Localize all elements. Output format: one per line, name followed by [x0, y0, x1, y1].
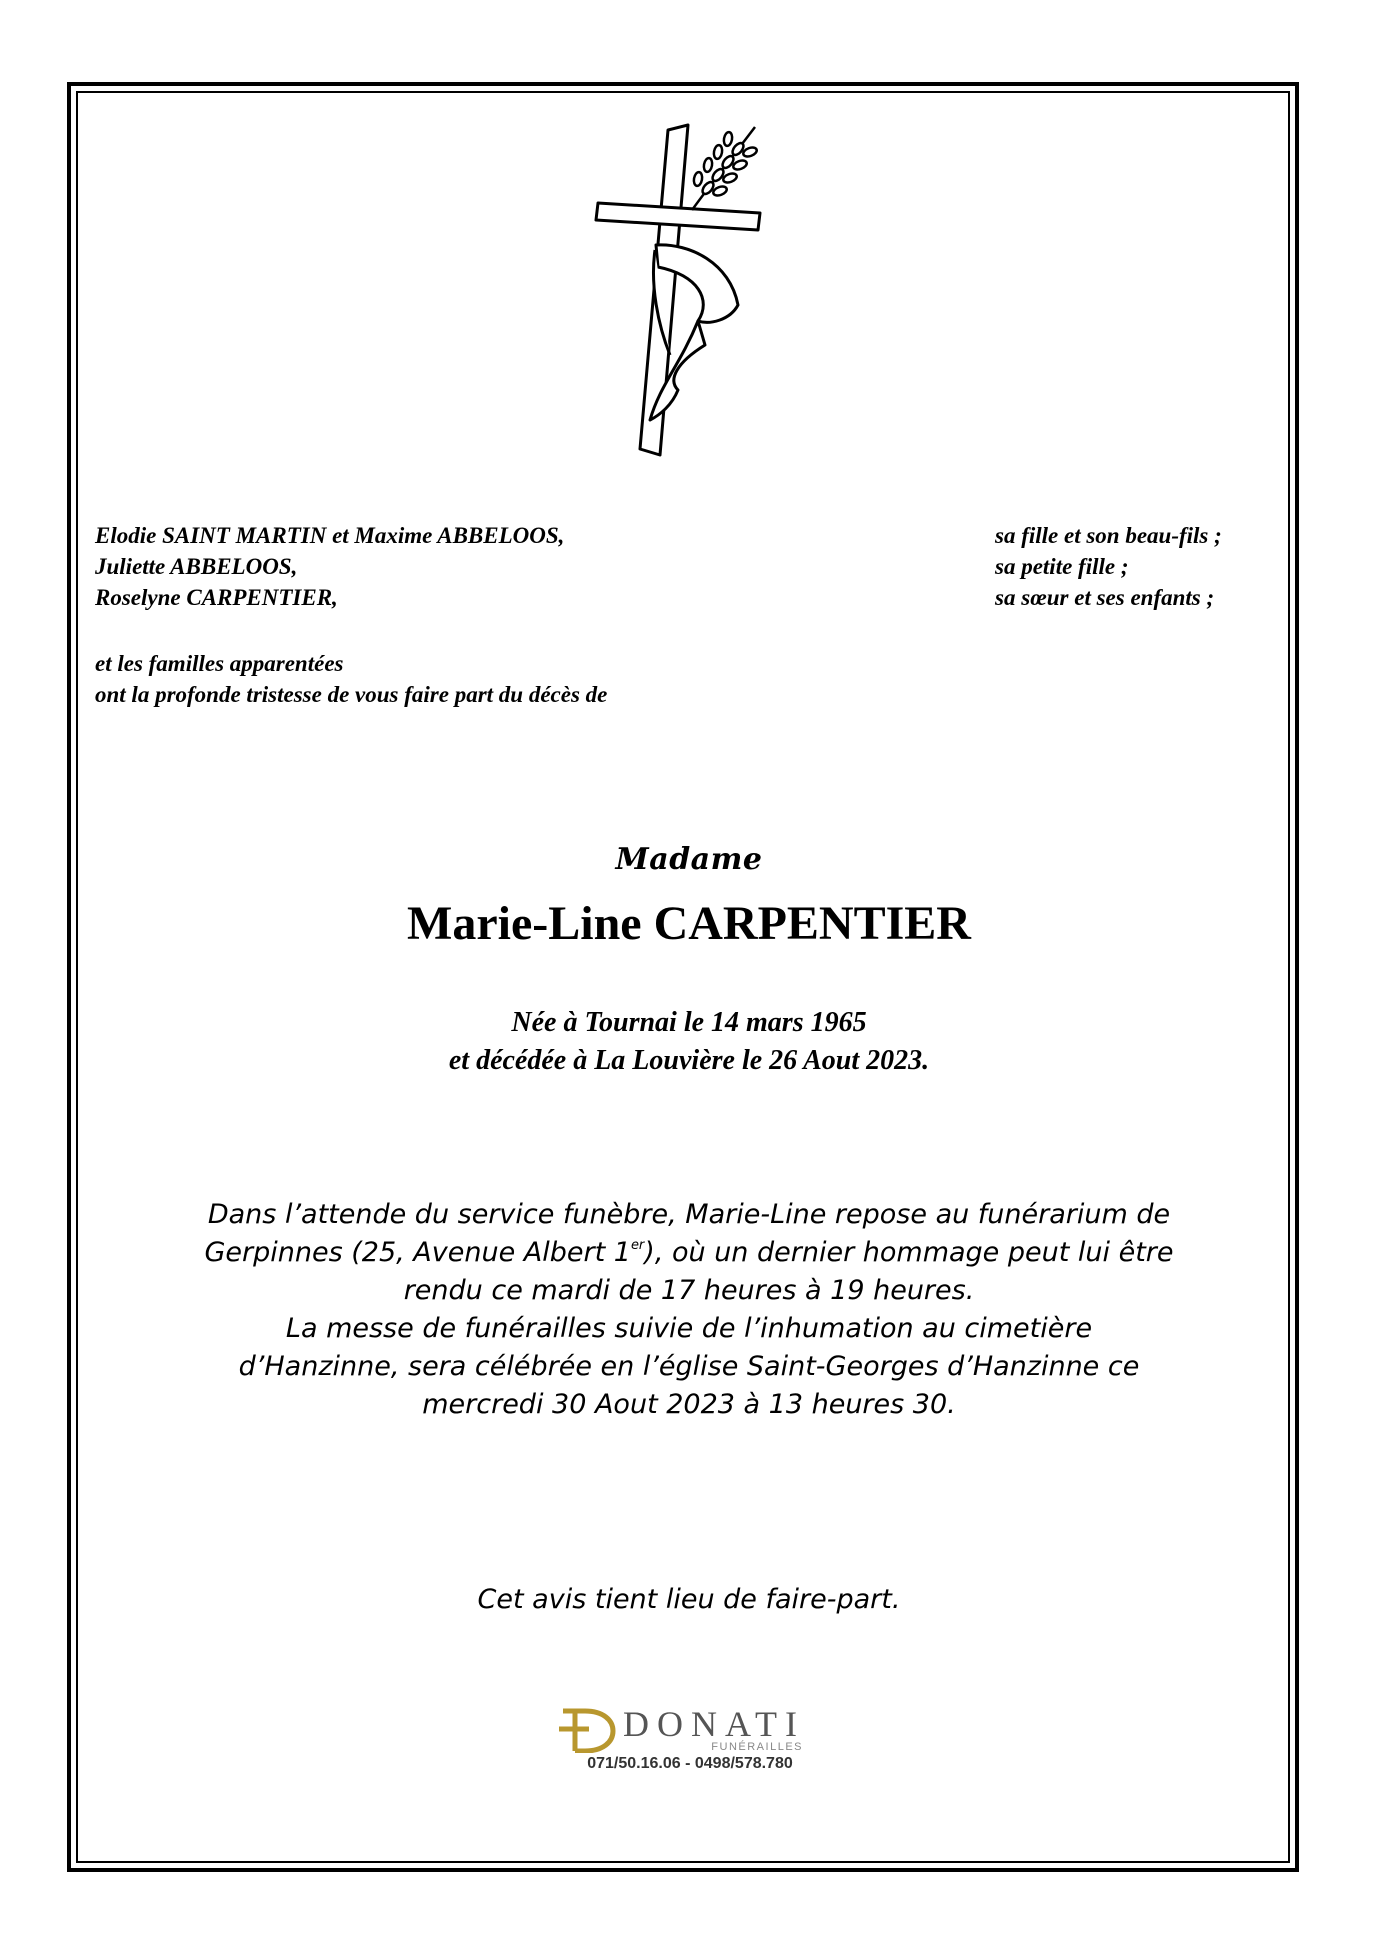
- mourner-row: [95, 582, 1285, 613]
- mourner-name: Juliette ABBELOOS,: [95, 554, 298, 579]
- mourners-list: [95, 520, 1285, 613]
- mourner-row: [95, 551, 1285, 582]
- closing-note: Cet avis tient lieu de faire-part.: [477, 1584, 901, 1615]
- service-line: mercredi 30 Aout 2023 à 13 heures 30.: [422, 1389, 956, 1420]
- announcement-text: [95, 648, 607, 710]
- mourner-relation: sa fille et son beau-fils ;: [995, 523, 1222, 548]
- cross-with-wheat-icon: [580, 115, 820, 460]
- mourner-relation: sa sœur et ses enfants ;: [995, 585, 1215, 610]
- deceased-name: Marie-Line CARPENTIER: [407, 897, 971, 950]
- mourner-relation: sa petite fille ;: [995, 554, 1129, 579]
- mourner-name: Elodie SAINT MARTIN et Maxime ABBELOOS,: [95, 523, 565, 548]
- life-dates: [0, 1004, 1378, 1080]
- ordinal-suffix: er: [630, 1238, 645, 1253]
- announcement-line: et les familles apparentées: [95, 651, 344, 676]
- funeral-home-subtitle: FUNÉRAILLES: [711, 1741, 803, 1753]
- mourner-row: [95, 520, 1285, 551]
- announcement-line: ont la profonde tristesse de vous faire part du décès de: [95, 682, 608, 707]
- service-line: Dans l’attende du service funèbre, Marie-Line repose au funérarium de: [207, 1199, 1171, 1230]
- mourner-name: Roselyne CARPENTIER,: [95, 585, 338, 610]
- service-line: [0, 1234, 1378, 1272]
- funeral-home-name: DONATI: [623, 1704, 805, 1744]
- service-details: [0, 1196, 1378, 1424]
- service-line: La messe de funérailles suivie de l’inhumation au cimetière: [285, 1313, 1093, 1344]
- df-monogram-icon: [555, 1705, 617, 1753]
- service-line: d’Hanzinne, sera célébrée en l’église Saint-Georges d’Hanzinne ce: [238, 1351, 1140, 1382]
- death-line: et décédée à La Louvière le 26 Aout 2023.: [448, 1045, 930, 1076]
- phone-numbers: 071/50.16.06 - 0498/578.780: [587, 1755, 793, 1772]
- deceased-title: Madame: [615, 842, 763, 877]
- service-line-part: ), où un dernier hommage peut lui être: [644, 1237, 1174, 1268]
- service-line-part: Gerpinnes (25, Avenue Albert 1: [204, 1237, 631, 1268]
- birth-line: Née à Tournai le 14 mars 1965: [511, 1007, 867, 1038]
- service-line: rendu ce mardi de 17 heures à 19 heures.: [403, 1275, 975, 1306]
